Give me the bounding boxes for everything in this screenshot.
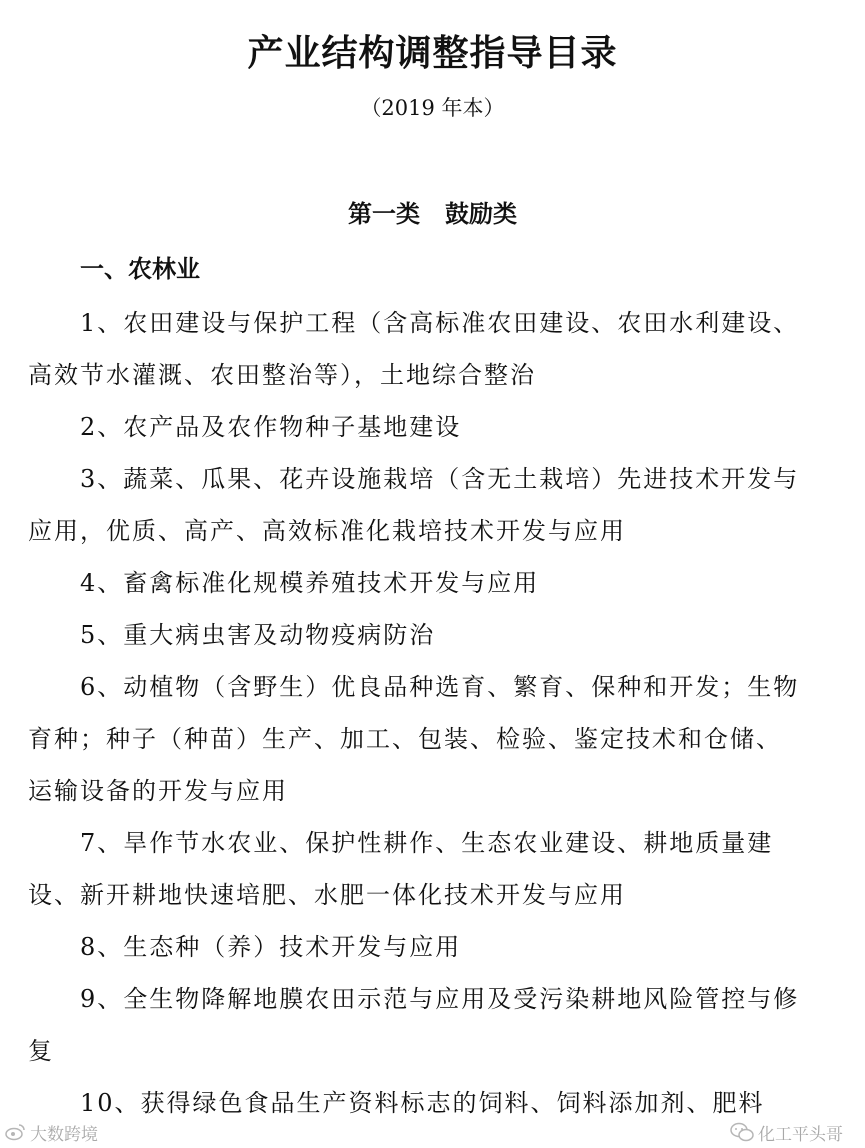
list-item: 10、获得绿色食品生产资料标志的饲料、饲料添加剂、肥料	[80, 1089, 765, 1117]
weibo-icon	[4, 1123, 26, 1141]
watermark-left-text: 大数跨境	[30, 1124, 98, 1145]
watermark-right	[730, 1118, 843, 1146]
section-heading: 一、农林业	[80, 255, 200, 283]
page-subtitle: （2019 年本）	[360, 96, 505, 120]
list-item: 4、畜禽标准化规模养殖技术开发与应用	[80, 569, 540, 597]
watermark-right-text: 化工平头哥	[758, 1124, 843, 1145]
page-title: 产业结构调整指导目录	[247, 33, 618, 74]
watermark-left	[4, 1118, 98, 1146]
list-item: 6、动植物（含野生）优良品种选育、繁育、保种和开发；生物育种；种子（种苗）生产、加工、包装、检验、鉴定技术和仓储、运输设备的开发与应用	[28, 673, 800, 805]
list-item: 2、农产品及农作物种子基地建设	[80, 413, 462, 441]
list-item: 8、生态种（养）技术开发与应用	[80, 933, 462, 961]
category-heading: 第一类 鼓励类	[347, 200, 518, 228]
wechat-icon	[730, 1122, 754, 1142]
list-item: 9、全生物降解地膜农田示范与应用及受污染耕地风险管控与修复	[28, 985, 800, 1065]
list-item: 7、旱作节水农业、保护性耕作、生态农业建设、耕地质量建设、新开耕地快速培肥、水肥一体化技术开发与应用	[28, 829, 774, 909]
list-item: 1、农田建设与保护工程（含高标准农田建设、农田水利建设、高效节水灌溉、农田整治等），土地综合整治	[28, 309, 800, 389]
list-item: 5、重大病虫害及动物疫病防治	[80, 621, 436, 649]
list-item: 3、蔬菜、瓜果、花卉设施栽培（含无土栽培）先进技术开发与应用，优质、高产、高效标准化栽培技术开发与应用	[28, 465, 800, 545]
item-list	[28, 297, 806, 1129]
